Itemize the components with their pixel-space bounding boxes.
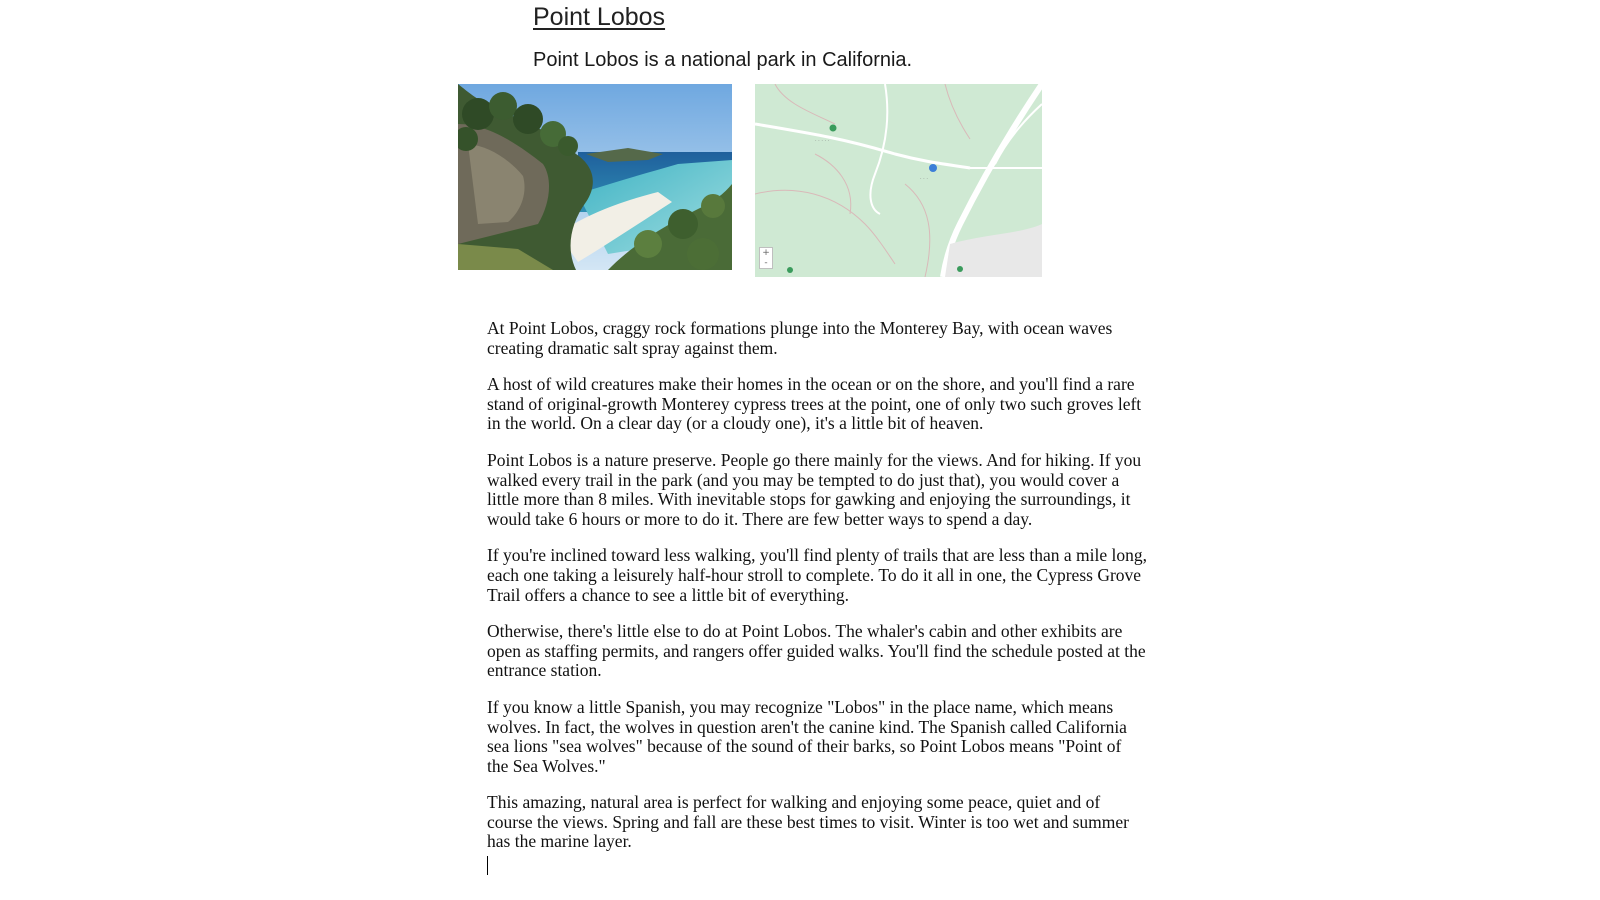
map-zoom-in-button[interactable]: + [762, 248, 770, 258]
article-paragraph: Otherwise, there's little else to do at Point Lobos. The whaler's cabin and other exhibits are open as staffing permits, and rangers offer guided walks. You'll find the schedule posted at the entrance station. [487, 621, 1146, 681]
page-title-link[interactable]: Point Lobos [533, 3, 666, 31]
page-subtitle: Point Lobos is a national park in California. [533, 49, 913, 71]
text-cursor [487, 856, 488, 875]
point-lobos-photo [458, 84, 732, 270]
svg-text:· · ·: · · · [920, 176, 928, 182]
article-paragraph: At Point Lobos, craggy rock formations plunge into the Monterey Bay, with ocean waves creating dramatic salt spray against them. [487, 318, 1113, 358]
map-zoom-out-button[interactable]: - [764, 258, 768, 268]
map-zoom-control[interactable] [759, 247, 773, 269]
article-paragraph: If you know a little Spanish, you may recognize "Lobos" in the place name, which means wolves. In fact, the wolves in question aren't the canine kind. The Spanish called California sea lions "sea wolves" because of the sound of their barks, so Point Lobos means "Point of the Sea Wolves." [487, 696, 1127, 776]
article-paragraph: This amazing, natural area is perfect for walking and enjoying some peace, quiet and of course the views. Spring and fall are these best times to visit. Winter is too wet and summer has the marine layer. [487, 792, 1129, 852]
article-paragraph: If you're inclined toward less walking, you'll find plenty of trails that are less than a mile long, each one taking a leisurely half-hour stroll to complete. To do it all in one, the Cypress Grove Trail offers a chance to see a little bit of everything. [487, 545, 1147, 605]
article-paragraph: A host of wild creatures make their homes in the ocean or on the shore, and you'll find a rare stand of original-growth Monterey cypress trees at the point, one of only two such groves left in the world. On a clear day (or a cloudy one), it's a little bit of heaven. [487, 374, 1142, 434]
article-body[interactable] [487, 319, 1147, 869]
article-paragraph: Point Lobos is a nature preserve. People go there mainly for the views. And for hiking. If you walked every trail in the park (and you may be tempted to do just that), you would cover a little more than 8 miles. With inevitable stops for gawking and enjoying the surroundings, it would take 6 hours or more to do it. There are few better ways to spend a day. [487, 449, 1142, 529]
location-map[interactable] [755, 84, 1042, 277]
svg-text:· · · · ·: · · · · · [815, 138, 830, 144]
